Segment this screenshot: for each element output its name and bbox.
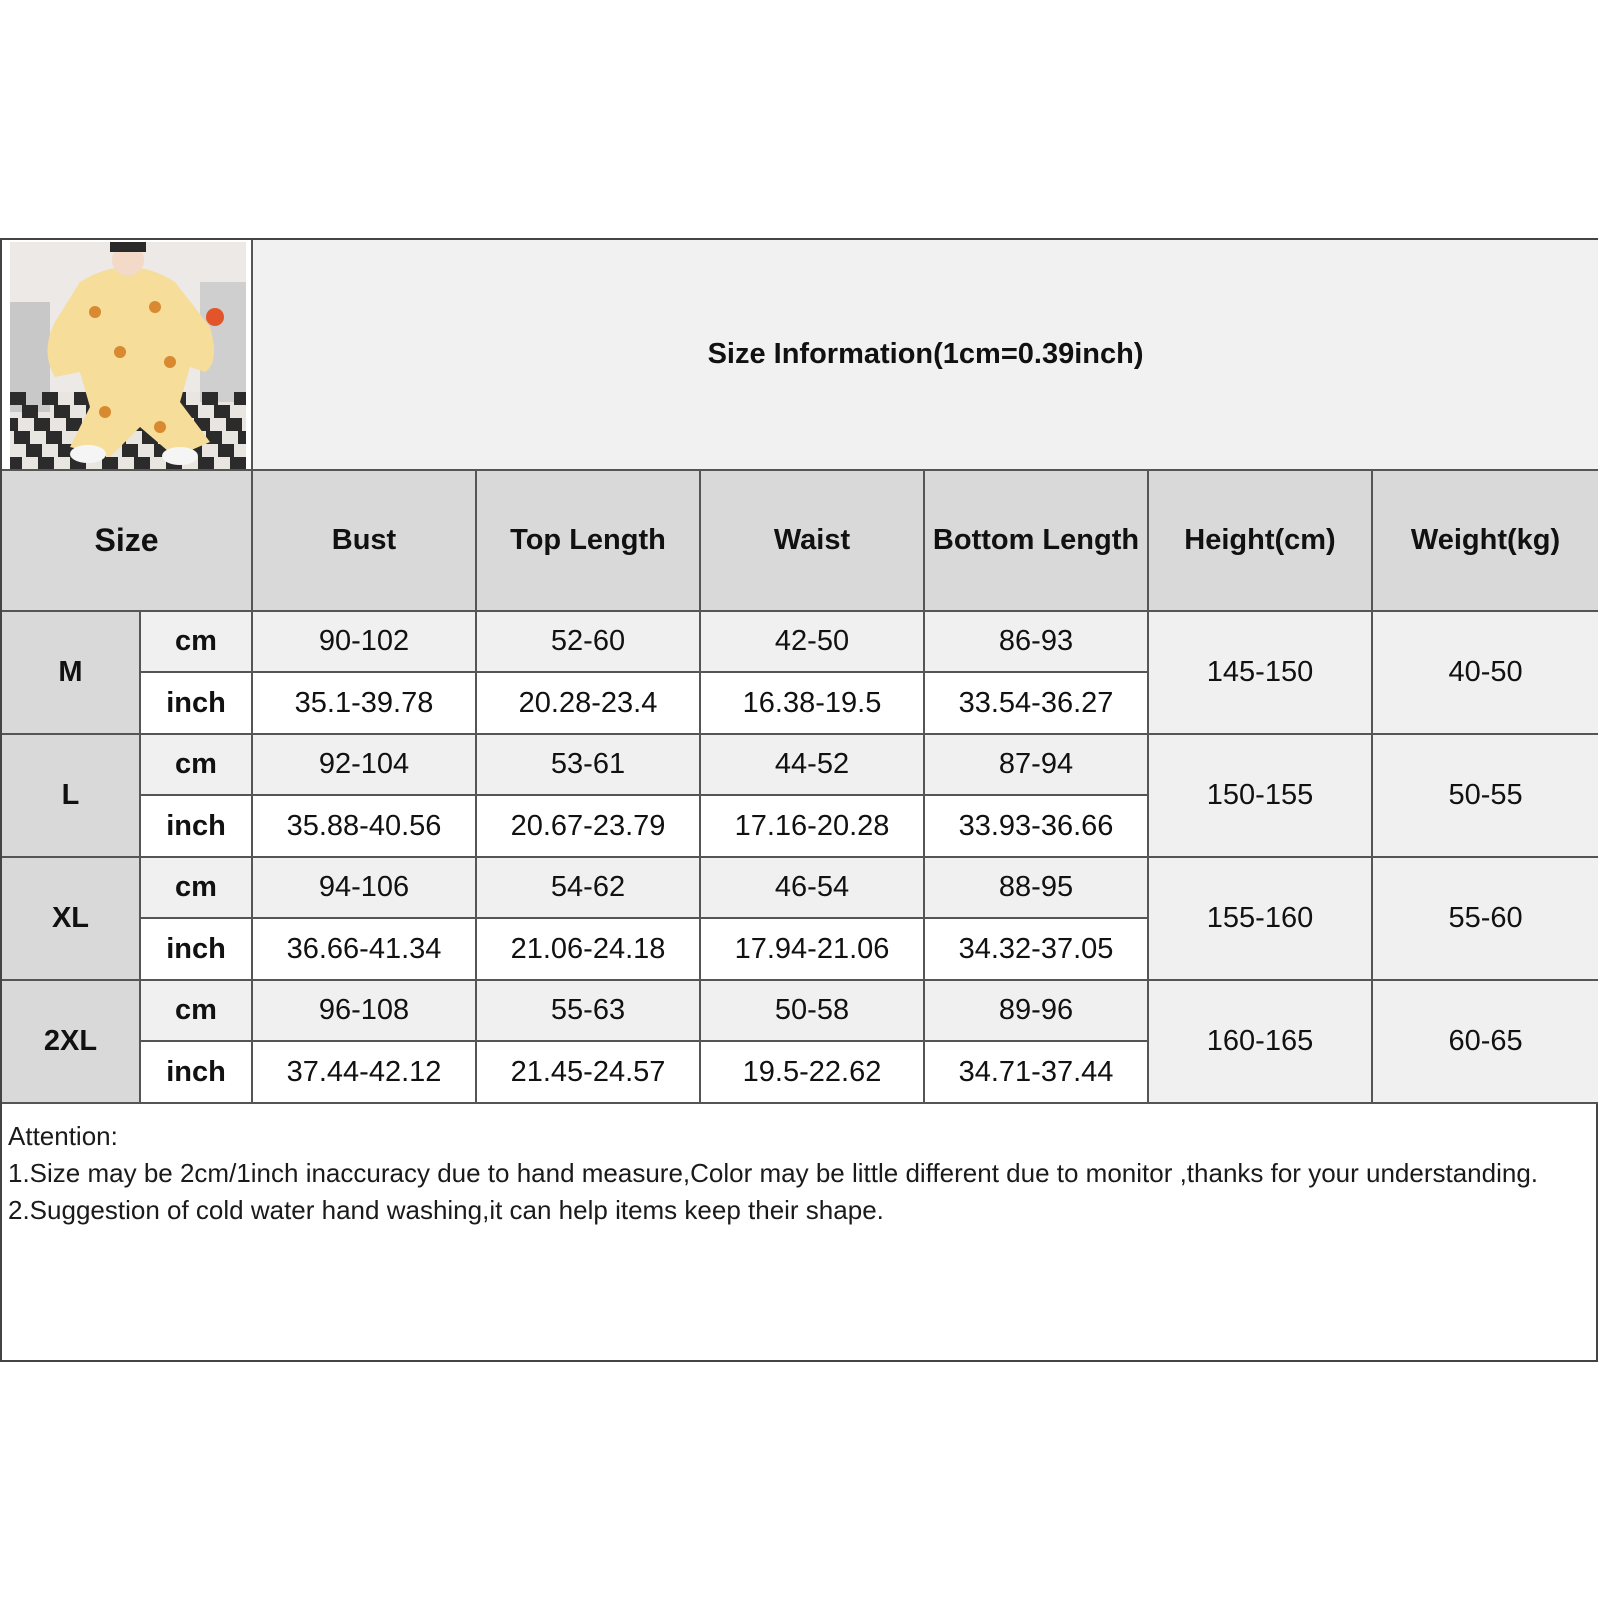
header-size: Size: [2, 470, 252, 611]
table-cell: 87-94: [924, 734, 1148, 795]
attention-notes: [8, 1118, 1588, 1229]
product-photo: [10, 242, 246, 469]
table-cell: 46-54: [700, 857, 924, 918]
unit-inch-label: inch: [140, 795, 252, 857]
size-label: M: [2, 611, 140, 734]
table-cell: 16.38-19.5: [700, 672, 924, 734]
table-cell: 21.45-24.57: [476, 1041, 700, 1103]
table-cell: 96-108: [252, 980, 476, 1041]
table-cell: 33.93-36.66: [924, 795, 1148, 857]
notes-line-2: 2.Suggestion of cold water hand washing,it can help items keep their shape.: [8, 1195, 884, 1225]
table-cell: 50-58: [700, 980, 924, 1041]
unit-cm-label: cm: [140, 980, 252, 1041]
height-cell: 150-155: [1148, 734, 1372, 857]
table-cell: 36.66-41.34: [252, 918, 476, 980]
height-cell: 160-165: [1148, 980, 1372, 1103]
table-cell: 86-93: [924, 611, 1148, 672]
table-cell: 34.71-37.44: [924, 1041, 1148, 1103]
table-cell: 21.06-24.18: [476, 918, 700, 980]
table-cell: 52-60: [476, 611, 700, 672]
table-cell: 94-106: [252, 857, 476, 918]
notes-heading: Attention:: [8, 1121, 118, 1151]
header-bottom-length: Bottom Length: [924, 470, 1148, 611]
table-cell: 20.28-23.4: [476, 672, 700, 734]
table-cell: 33.54-36.27: [924, 672, 1148, 734]
table-cell: 34.32-37.05: [924, 918, 1148, 980]
unit-inch-label: inch: [140, 918, 252, 980]
header-top-length: Top Length: [476, 470, 700, 611]
table-cell: 20.67-23.79: [476, 795, 700, 857]
height-cell: 155-160: [1148, 857, 1372, 980]
table-cell: 35.88-40.56: [252, 795, 476, 857]
table-cell: 17.94-21.06: [700, 918, 924, 980]
weight-cell: 50-55: [1372, 734, 1598, 857]
table-cell: 53-61: [476, 734, 700, 795]
table-title: Size Information(1cm=0.39inch): [252, 240, 1598, 470]
table-cell: 88-95: [924, 857, 1148, 918]
table-row: [2, 857, 1598, 918]
weight-cell: 40-50: [1372, 611, 1598, 734]
unit-cm-label: cm: [140, 857, 252, 918]
size-label: 2XL: [2, 980, 140, 1103]
size-table: [2, 240, 1598, 1104]
table-cell: 92-104: [252, 734, 476, 795]
weight-cell: 60-65: [1372, 980, 1598, 1103]
table-cell: 55-63: [476, 980, 700, 1041]
header-waist: Waist: [700, 470, 924, 611]
table-cell: 19.5-22.62: [700, 1041, 924, 1103]
table-cell: 42-50: [700, 611, 924, 672]
unit-cm-label: cm: [140, 611, 252, 672]
table-cell: 54-62: [476, 857, 700, 918]
notes-line-1: 1.Size may be 2cm/1inch inaccuracy due to hand measure,Color may be little different due to monitor ,thanks for your understanding.: [8, 1158, 1539, 1188]
unit-inch-label: inch: [140, 672, 252, 734]
header-weight: Weight(kg): [1372, 470, 1598, 611]
table-cell: 37.44-42.12: [252, 1041, 476, 1103]
height-cell: 145-150: [1148, 611, 1372, 734]
table-row: [2, 980, 1598, 1041]
table-cell: 17.16-20.28: [700, 795, 924, 857]
size-label: XL: [2, 857, 140, 980]
table-cell: 90-102: [252, 611, 476, 672]
table-cell: 44-52: [700, 734, 924, 795]
table-row: [2, 611, 1598, 672]
size-chart: [0, 238, 1598, 1362]
table-cell: 35.1-39.78: [252, 672, 476, 734]
header-bust: Bust: [252, 470, 476, 611]
unit-cm-label: cm: [140, 734, 252, 795]
size-label: L: [2, 734, 140, 857]
table-row: [2, 734, 1598, 795]
table-cell: 89-96: [924, 980, 1148, 1041]
header-height: Height(cm): [1148, 470, 1372, 611]
product-photo-cell: [2, 240, 252, 470]
unit-inch-label: inch: [140, 1041, 252, 1103]
weight-cell: 55-60: [1372, 857, 1598, 980]
